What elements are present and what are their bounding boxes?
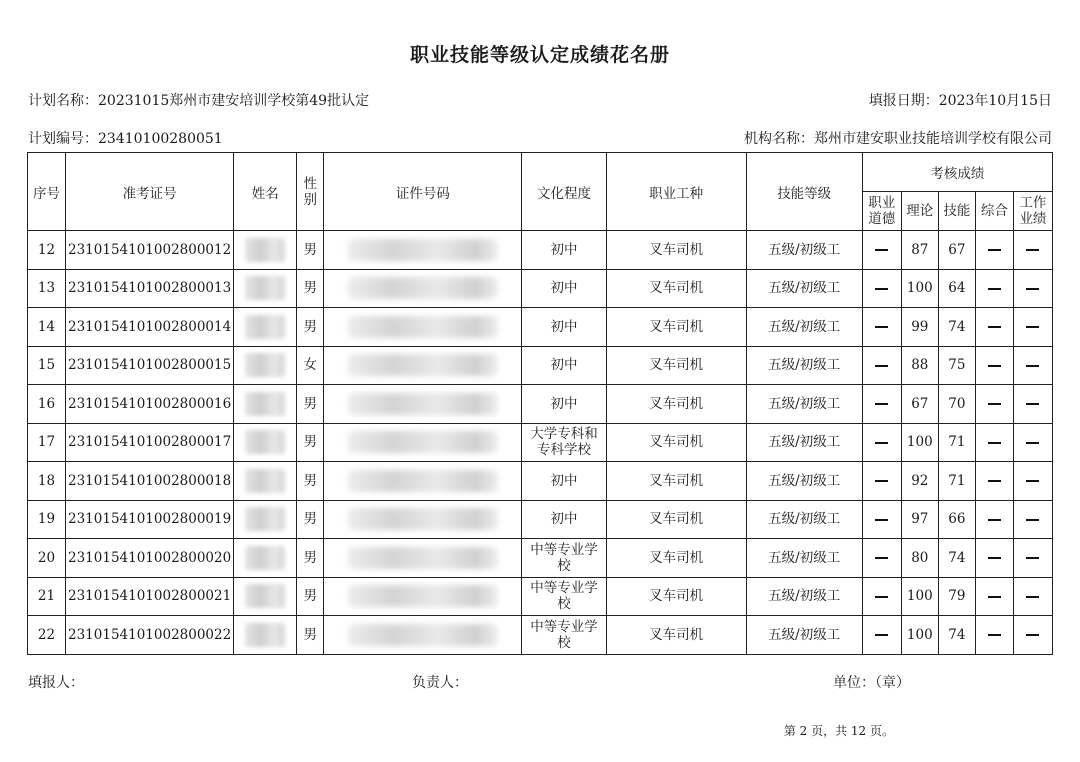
cell-overall (975, 423, 1013, 462)
dash-mark (988, 442, 1001, 444)
dash-mark (988, 596, 1001, 598)
cell-gender: 男 (297, 539, 324, 578)
cell-overall (975, 616, 1013, 655)
education-line1: 初中 (550, 472, 578, 489)
dash-mark (988, 403, 1001, 405)
dash-mark (875, 442, 888, 444)
header-overall: 综合 (975, 192, 1013, 231)
cell-education (522, 308, 606, 347)
cell-theory: 87 (901, 231, 938, 270)
cell-skill-level: 五级/初级工 (746, 462, 862, 501)
education-line1: 初中 (550, 318, 578, 335)
cell-skill-level: 五级/初级工 (746, 616, 862, 655)
cell-work (1013, 500, 1052, 539)
dash-mark (988, 326, 1001, 328)
cell-skill-level: 五级/初级工 (746, 231, 862, 270)
education-line2: 校 (557, 557, 571, 574)
cell-skill: 74 (938, 308, 975, 347)
header-skill-level: 技能等级 (746, 153, 862, 231)
dash-mark (875, 249, 888, 251)
score-roster-table (27, 152, 1053, 655)
cell-overall (975, 269, 1013, 308)
cell-ethics (862, 385, 901, 424)
cell-id-redacted (324, 577, 522, 616)
cell-ethics (862, 462, 901, 501)
cell-theory: 100 (901, 423, 938, 462)
redacted-id-number (348, 354, 498, 376)
cell-work (1013, 423, 1052, 462)
cell-skill: 75 (938, 346, 975, 385)
table-row (28, 500, 1053, 539)
header-work-line2: 业绩 (1019, 211, 1047, 227)
dash-mark (875, 596, 888, 598)
table-row (28, 346, 1053, 385)
cell-skill-level: 五级/初级工 (746, 423, 862, 462)
cell-name-redacted (234, 462, 297, 501)
cell-overall (975, 539, 1013, 578)
redacted-name (245, 276, 285, 300)
cell-education (522, 500, 606, 539)
dash-mark (988, 557, 1001, 559)
table-header (28, 153, 1053, 231)
dash-mark (1026, 249, 1039, 251)
header-scores: 考核成绩 (862, 153, 1052, 192)
organization-name: 机构名称：郑州市建安职业技能培训学校有限公司 (744, 131, 1052, 147)
dash-mark (988, 519, 1001, 521)
cell-seq: 12 (28, 231, 66, 270)
cell-name-redacted (234, 269, 297, 308)
cell-overall (975, 231, 1013, 270)
cell-seq: 18 (28, 462, 66, 501)
header-occupation: 职业工种 (606, 153, 746, 231)
cell-occupation: 叉车司机 (606, 500, 746, 539)
cell-skill: 70 (938, 385, 975, 424)
cell-work (1013, 231, 1052, 270)
dash-mark (1026, 365, 1039, 367)
education-line2: 校 (557, 634, 571, 651)
cell-id-redacted (324, 462, 522, 501)
cell-id-redacted (324, 385, 522, 424)
table-row (28, 269, 1053, 308)
header-theory: 理论 (901, 192, 938, 231)
cell-ethics (862, 346, 901, 385)
dash-mark (988, 634, 1001, 636)
cell-occupation: 叉车司机 (606, 231, 746, 270)
header-work-line1: 工作 (1019, 195, 1047, 211)
education-line2: 专科学校 (536, 442, 591, 459)
cell-seq: 20 (28, 539, 66, 578)
header-education: 文化程度 (522, 153, 606, 231)
redacted-name (245, 507, 285, 531)
cell-gender: 男 (297, 385, 324, 424)
header-ethics-line1: 职业 (868, 195, 896, 211)
cell-theory: 88 (901, 346, 938, 385)
education-line1: 初中 (550, 511, 578, 528)
cell-theory: 100 (901, 616, 938, 655)
cell-occupation: 叉车司机 (606, 269, 746, 308)
redacted-name (245, 430, 285, 454)
cell-gender: 男 (297, 577, 324, 616)
cell-overall (975, 577, 1013, 616)
cell-id-redacted (324, 500, 522, 539)
responsible-label: 负责人： (412, 675, 468, 691)
cell-occupation: 叉车司机 (606, 577, 746, 616)
cell-theory: 92 (901, 462, 938, 501)
redacted-name (245, 392, 285, 416)
table-body (28, 231, 1053, 655)
cell-exam-no: 2310154101002800017 (66, 423, 234, 462)
cell-theory: 67 (901, 385, 938, 424)
dash-mark (875, 557, 888, 559)
cell-seq: 13 (28, 269, 66, 308)
cell-occupation: 叉车司机 (606, 308, 746, 347)
redacted-id-number (348, 393, 498, 415)
redacted-id-number (348, 547, 498, 569)
cell-gender: 男 (297, 462, 324, 501)
table-row (28, 385, 1053, 424)
cell-skill-level: 五级/初级工 (746, 346, 862, 385)
education-line1: 大学专科和 (530, 426, 598, 443)
dash-mark (875, 288, 888, 290)
cell-id-redacted (324, 269, 522, 308)
cell-education (522, 385, 606, 424)
cell-seq: 14 (28, 308, 66, 347)
cell-work (1013, 539, 1052, 578)
cell-name-redacted (234, 500, 297, 539)
education-line1: 初中 (550, 241, 578, 258)
cell-name-redacted (234, 539, 297, 578)
table-row (28, 231, 1053, 270)
cell-gender: 男 (297, 423, 324, 462)
dash-mark (875, 480, 888, 482)
cell-ethics (862, 616, 901, 655)
table-row (28, 616, 1053, 655)
dash-mark (988, 249, 1001, 251)
cell-gender: 男 (297, 231, 324, 270)
header-name: 姓名 (234, 153, 297, 231)
cell-overall (975, 500, 1013, 539)
cell-skill: 74 (938, 616, 975, 655)
education-line2: 校 (557, 596, 571, 613)
dash-mark (1026, 288, 1039, 290)
redacted-name (245, 584, 285, 608)
cell-work (1013, 577, 1052, 616)
table-row (28, 462, 1053, 501)
redacted-name (245, 315, 285, 339)
education-line1: 中等专业学 (530, 580, 598, 597)
cell-seq: 17 (28, 423, 66, 462)
redacted-name (245, 353, 285, 377)
cell-occupation: 叉车司机 (606, 385, 746, 424)
table-row (28, 423, 1053, 462)
cell-skill: 64 (938, 269, 975, 308)
dash-mark (1026, 634, 1039, 636)
cell-skill: 66 (938, 500, 975, 539)
education-line1: 初中 (550, 357, 578, 374)
cell-ethics (862, 231, 901, 270)
redacted-id-number (348, 431, 498, 453)
plan-name: 计划名称：20231015郑州市建安培训学校第49批认定 (28, 93, 370, 109)
header-gender (297, 153, 324, 231)
cell-work (1013, 269, 1052, 308)
cell-overall (975, 385, 1013, 424)
cell-exam-no: 2310154101002800013 (66, 269, 234, 308)
table-row (28, 308, 1053, 347)
cell-name-redacted (234, 423, 297, 462)
cell-exam-no: 2310154101002800016 (66, 385, 234, 424)
cell-theory: 100 (901, 577, 938, 616)
cell-work (1013, 462, 1052, 501)
education-line1: 初中 (550, 280, 578, 297)
cell-skill: 74 (938, 539, 975, 578)
header-gender-line2: 别 (303, 191, 317, 208)
education-line1: 中等专业学 (530, 541, 598, 558)
cell-id-redacted (324, 231, 522, 270)
dash-mark (988, 365, 1001, 367)
cell-ethics (862, 500, 901, 539)
cell-education (522, 346, 606, 385)
cell-theory: 97 (901, 500, 938, 539)
cell-occupation: 叉车司机 (606, 346, 746, 385)
cell-exam-no: 2310154101002800021 (66, 577, 234, 616)
cell-ethics (862, 308, 901, 347)
cell-work (1013, 308, 1052, 347)
plan-number: 计划编号：23410100280051 (28, 131, 223, 147)
cell-work (1013, 385, 1052, 424)
fill-date: 填报日期：2023年10月15日 (868, 93, 1052, 109)
cell-id-redacted (324, 539, 522, 578)
redacted-name (245, 623, 285, 647)
redacted-id-number (348, 585, 498, 607)
cell-overall (975, 308, 1013, 347)
cell-skill-level: 五级/初级工 (746, 385, 862, 424)
document-title: 职业技能等级认定成绩花名册 (409, 44, 670, 66)
cell-exam-no: 2310154101002800015 (66, 346, 234, 385)
cell-occupation: 叉车司机 (606, 539, 746, 578)
cell-exam-no: 2310154101002800020 (66, 539, 234, 578)
dash-mark (1026, 557, 1039, 559)
cell-name-redacted (234, 231, 297, 270)
cell-exam-no: 2310154101002800022 (66, 616, 234, 655)
page-indicator: 第 2 页，共 12 页。 (783, 724, 894, 738)
header-seq: 序号 (28, 153, 66, 231)
cell-skill-level: 五级/初级工 (746, 308, 862, 347)
cell-seq: 16 (28, 385, 66, 424)
redacted-name (245, 469, 285, 493)
cell-theory: 100 (901, 269, 938, 308)
cell-skill-level: 五级/初级工 (746, 269, 862, 308)
cell-gender: 男 (297, 616, 324, 655)
cell-seq: 15 (28, 346, 66, 385)
filler-label: 填报人： (28, 675, 84, 691)
cell-education (522, 269, 606, 308)
cell-name-redacted (234, 577, 297, 616)
cell-skill-level: 五级/初级工 (746, 500, 862, 539)
redacted-name (245, 546, 285, 570)
dash-mark (875, 403, 888, 405)
cell-exam-no: 2310154101002800014 (66, 308, 234, 347)
cell-education (522, 616, 606, 655)
cell-gender: 男 (297, 500, 324, 539)
redacted-name (245, 238, 285, 262)
unit-seal-label: 单位：（章） (833, 675, 910, 691)
cell-id-redacted (324, 423, 522, 462)
cell-skill: 71 (938, 423, 975, 462)
cell-overall (975, 462, 1013, 501)
cell-seq: 19 (28, 500, 66, 539)
cell-skill: 67 (938, 231, 975, 270)
cell-skill-level: 五级/初级工 (746, 577, 862, 616)
dash-mark (875, 519, 888, 521)
redacted-id-number (348, 470, 498, 492)
cell-overall (975, 346, 1013, 385)
cell-id-redacted (324, 346, 522, 385)
cell-ethics (862, 577, 901, 616)
dash-mark (1026, 442, 1039, 444)
header-id-no: 证件号码 (324, 153, 522, 231)
header-ethics-line2: 道德 (868, 211, 896, 227)
dash-mark (1026, 596, 1039, 598)
dash-mark (988, 288, 1001, 290)
dash-mark (875, 365, 888, 367)
redacted-id-number (348, 239, 498, 261)
cell-occupation: 叉车司机 (606, 616, 746, 655)
cell-seq: 22 (28, 616, 66, 655)
cell-skill: 79 (938, 577, 975, 616)
cell-theory: 80 (901, 539, 938, 578)
cell-name-redacted (234, 346, 297, 385)
cell-seq: 21 (28, 577, 66, 616)
cell-id-redacted (324, 308, 522, 347)
cell-name-redacted (234, 385, 297, 424)
cell-ethics (862, 539, 901, 578)
cell-id-redacted (324, 616, 522, 655)
header-gender-line1: 性 (303, 175, 317, 192)
cell-ethics (862, 423, 901, 462)
cell-education (522, 423, 606, 462)
cell-education (522, 462, 606, 501)
cell-exam-no: 2310154101002800019 (66, 500, 234, 539)
education-line1: 中等专业学 (530, 618, 598, 635)
dash-mark (988, 480, 1001, 482)
dash-mark (875, 326, 888, 328)
header-exam-no: 准考证号 (66, 153, 234, 231)
redacted-id-number (348, 316, 498, 338)
cell-exam-no: 2310154101002800018 (66, 462, 234, 501)
cell-name-redacted (234, 616, 297, 655)
cell-name-redacted (234, 308, 297, 347)
dash-mark (875, 634, 888, 636)
cell-gender: 男 (297, 269, 324, 308)
cell-work (1013, 346, 1052, 385)
cell-skill-level: 五级/初级工 (746, 539, 862, 578)
education-line1: 初中 (550, 395, 578, 412)
dash-mark (1026, 326, 1039, 328)
cell-theory: 99 (901, 308, 938, 347)
dash-mark (1026, 480, 1039, 482)
cell-education (522, 539, 606, 578)
redacted-id-number (348, 277, 498, 299)
table-row (28, 539, 1053, 578)
header-work (1013, 192, 1052, 231)
header-ethics (862, 192, 901, 231)
dash-mark (1026, 403, 1039, 405)
cell-occupation: 叉车司机 (606, 462, 746, 501)
cell-education (522, 577, 606, 616)
header-skill: 技能 (938, 192, 975, 231)
cell-gender: 女 (297, 346, 324, 385)
cell-skill: 71 (938, 462, 975, 501)
redacted-id-number (348, 624, 498, 646)
cell-exam-no: 2310154101002800012 (66, 231, 234, 270)
cell-education (522, 231, 606, 270)
cell-occupation: 叉车司机 (606, 423, 746, 462)
cell-work (1013, 616, 1052, 655)
dash-mark (1026, 519, 1039, 521)
cell-ethics (862, 269, 901, 308)
cell-gender: 男 (297, 308, 324, 347)
table-row (28, 577, 1053, 616)
redacted-id-number (348, 508, 498, 530)
